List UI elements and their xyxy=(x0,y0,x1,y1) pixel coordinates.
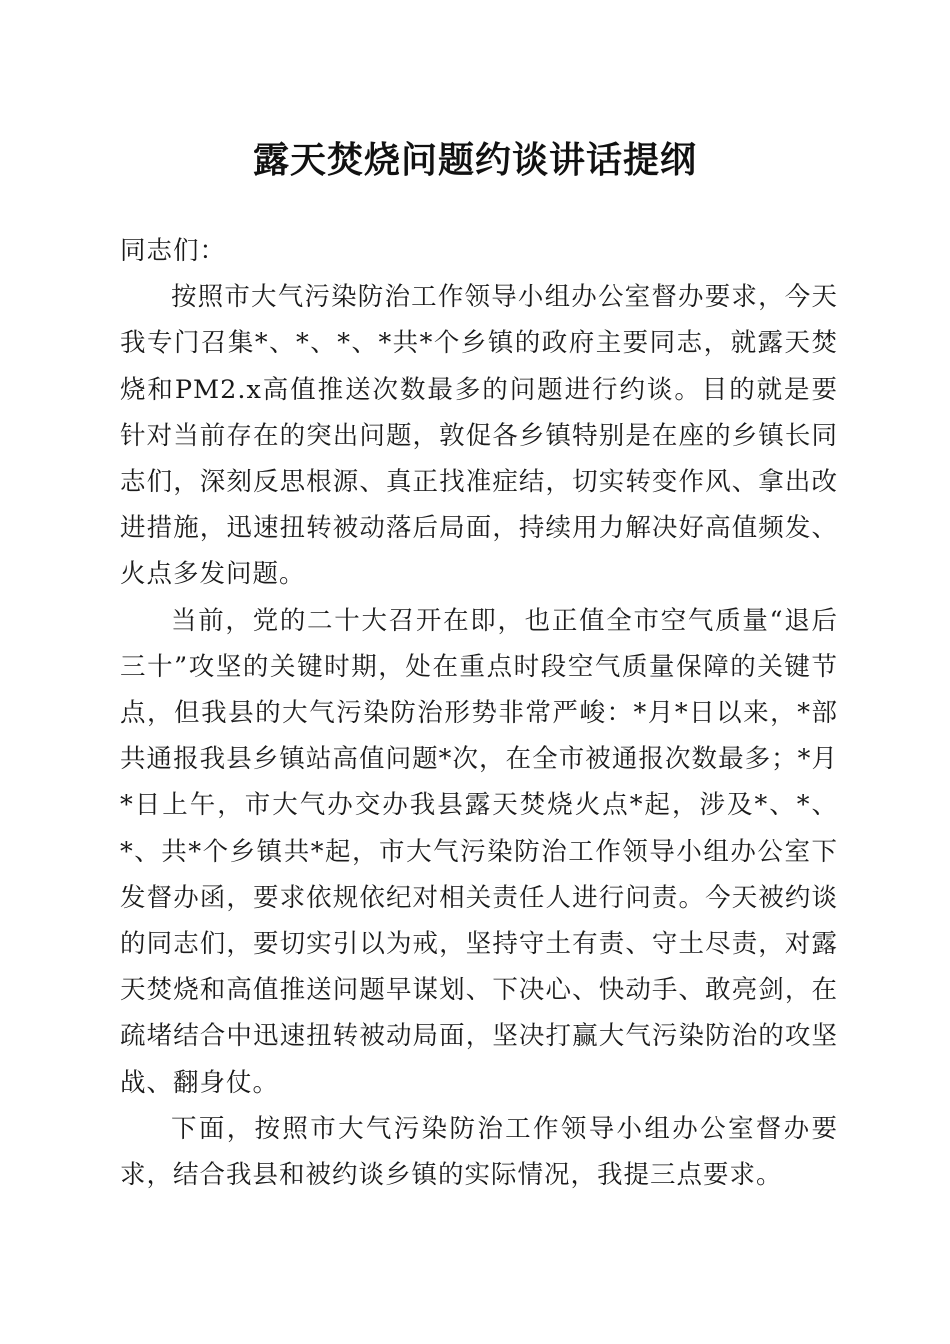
paragraph-2: 当前，党的二十大召开在即，也正值全市空气质量“退后三十”攻坚的关键时期，处在重点时段空气质量保障的关键节点，但我县的大气污染防治形势非常严峻：*月*日以来，*部共通报我县乡镇站高值问题*次，在全市被通报次数最多；*月*日上午，市大气办交办我县露天焚烧火点*起，涉及*、*、*、共*个乡镇共*起，市大气污染防治工作领导小组办公室下发督办函，要求依规依纪对相关责任人进行问责。今天被约谈的同志们，要切实引以为戒，坚持守土有责、守土尽责，对露天焚烧和高值推送问题早谋划、下决心、快动手、敢亮剑，在疏堵结合中迅速扭转被动局面，坚决打赢大气污染防治的攻坚战、翻身仗。 xyxy=(120,605,838,1098)
paragraph-3: 下面，按照市大气污染防治工作领导小组办公室督办要求，结合我县和被约谈乡镇的实际情况，我提三点要求。 xyxy=(120,1113,838,1191)
document-title: 露天焚烧问题约谈讲话提纲 xyxy=(252,139,697,181)
document-body xyxy=(120,228,838,1198)
paragraph-1: 按照市大气污染防治工作领导小组办公室督办要求，今天我专门召集*、*、*、*共*个乡镇的政府主要同志，就露天焚烧和PM2.x高值推送次数最多的问题进行约谈。目的就是要针对当前存在的突出问题，敦促各乡镇特别是在座的乡镇长同志们，深刻反思根源、真正找准症结，切实转变作风、拿出改进措施，迅速扭转被动落后局面，持续用力解决好高值频发、火点多发问题。 xyxy=(120,282,838,590)
salutation: 同志们： xyxy=(120,236,227,266)
